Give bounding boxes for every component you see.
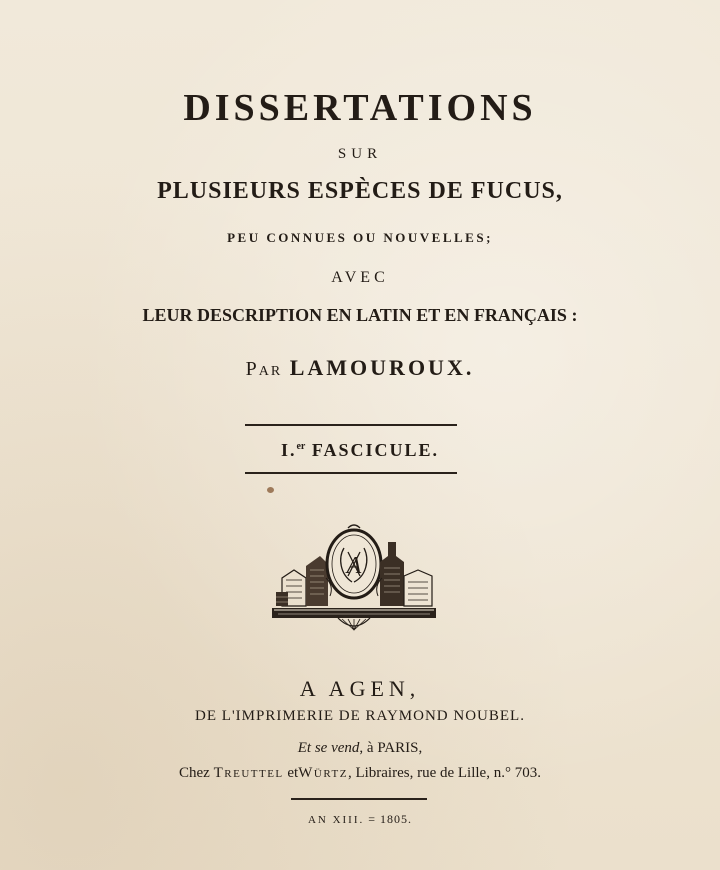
title-avec: AVEC: [331, 269, 389, 286]
imprint-shop: [0, 765, 720, 782]
imprint-city: A AGEN,: [299, 676, 421, 701]
author-line: [0, 355, 720, 381]
divider-top: [245, 424, 457, 426]
imprint-sold-rest: , à PARIS,: [359, 740, 423, 756]
fascicule-label: [0, 440, 720, 461]
fascicule-sup: er: [296, 441, 306, 452]
imprint-printer: DE L'IMPRIMERIE DE RAYMOND NOUBEL.: [195, 708, 525, 724]
book-subtitle-qualifier: PEU CONNUES OU NOUVELLES;: [227, 230, 493, 245]
date-separator: =: [364, 812, 381, 826]
shop-prefix: Chez: [179, 765, 210, 781]
shop-name-treuttel: Treuttel: [213, 765, 284, 781]
shop-et: et: [283, 765, 299, 781]
imprint-sold-italic: Et se vend: [297, 740, 360, 756]
author-name: LAMOUROUX.: [289, 355, 475, 380]
vignette-monogram: A: [346, 553, 362, 579]
date-year: 1805.: [380, 812, 413, 826]
shop-name-wurtz: Würtz: [298, 765, 348, 781]
description-line: LEUR DESCRIPTION EN LATIN ET EN FRANÇAIS :: [142, 305, 578, 325]
paper-stain: [267, 487, 274, 493]
imprint-date: [0, 812, 720, 827]
author-prefix: Par: [245, 358, 283, 380]
divider-bottom: [245, 472, 457, 474]
fascicule-word: FASCICULE.: [311, 440, 440, 460]
shop-rest: , Libraires, rue de Lille, n.° 703.: [347, 765, 541, 781]
title-connector: SUR: [337, 146, 383, 162]
printer-mark-vignette-icon: [268, 518, 440, 636]
fascicule-number: I.: [280, 440, 297, 460]
date-prefix: AN XIII.: [307, 814, 365, 826]
book-title: DISSERTATIONS: [183, 87, 537, 129]
imprint-divider: [291, 798, 427, 800]
imprint-sold: [0, 740, 720, 757]
book-subtitle: PLUSIEURS ESPÈCES DE FUCUS,: [157, 178, 563, 204]
